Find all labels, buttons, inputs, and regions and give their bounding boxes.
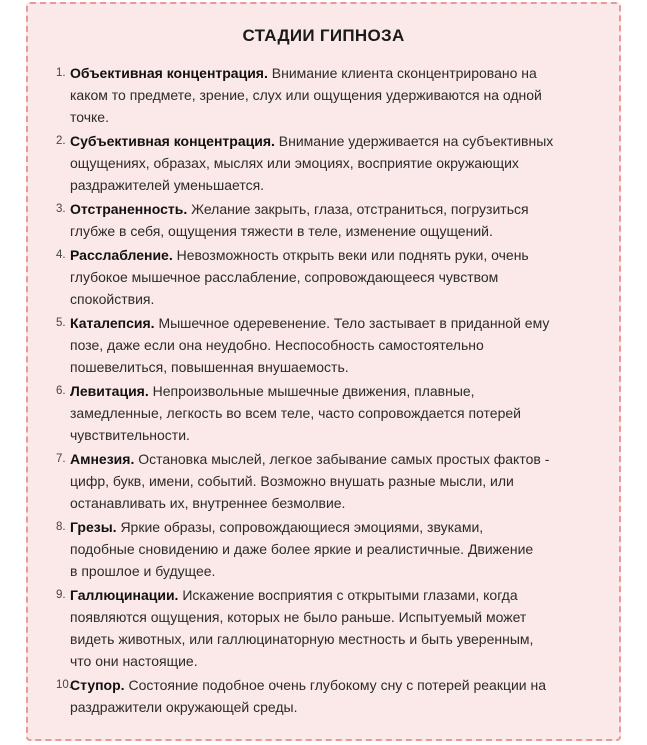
stage-number: 10. bbox=[56, 679, 72, 691]
stage-term: Амнезия. bbox=[70, 451, 135, 467]
stage-description-line: точке. bbox=[70, 109, 109, 125]
stage-description-line: каком то предмете, зрение, слух или ощущения удерживаются на одной bbox=[70, 87, 542, 103]
stage-number: 6. bbox=[56, 385, 66, 397]
stage-term: Левитация. bbox=[70, 383, 149, 399]
stage-description-line: видеть животных, или галлюцинаторную местность и быть уверенным, bbox=[70, 631, 534, 647]
stage-description-line: Внимание удерживается на субъективных bbox=[278, 133, 554, 149]
stage-term: Объективная концентрация. bbox=[70, 65, 268, 81]
stage-number: 2. bbox=[56, 135, 66, 147]
stage-description-line: Мышечное одеревенение. Тело застывает в приданной ему bbox=[158, 315, 550, 331]
stage-description-line: Невозможность открыть веки или поднять руки, очень bbox=[176, 247, 529, 263]
stage-description-line: раздражители окружающей среды. bbox=[70, 699, 298, 715]
stage-description-line: чувствительности. bbox=[70, 427, 190, 443]
stage-term: Галлюцинации. bbox=[70, 587, 179, 603]
card-title: СТАДИИ ГИПНОЗА bbox=[242, 26, 405, 45]
stage-description-line: Желание закрыть, глаза, отстраниться, погрузиться bbox=[191, 201, 529, 217]
stage-term: Отстраненность. bbox=[70, 201, 188, 217]
stage-number: 5. bbox=[56, 317, 66, 329]
stage-description-line: ощущениях, образах, мыслях или эмоциях, восприятие окружающих bbox=[70, 155, 519, 171]
stages-list bbox=[56, 62, 618, 720]
stage-term: Ступор. bbox=[70, 677, 125, 693]
stage-description-line: спокойствия. bbox=[70, 291, 155, 307]
stage-description-line: в прошлое и будущее. bbox=[70, 563, 216, 579]
stage-term: Субъективная концентрация. bbox=[70, 133, 275, 149]
stage-description-line: пошевелиться, повышенная внушаемость. bbox=[70, 359, 349, 375]
stage-item bbox=[56, 516, 618, 582]
stage-term: Каталепсия. bbox=[70, 315, 155, 331]
stage-description-line: раздражителей уменьшается. bbox=[70, 177, 265, 193]
stage-item bbox=[56, 130, 618, 196]
stage-description-line: останавливать их, внутреннее безмолвие. bbox=[70, 495, 346, 511]
stage-number: 7. bbox=[56, 453, 66, 465]
stage-description-line: глубокое мышечное расслабление, сопровождающееся чувством bbox=[70, 269, 499, 285]
stage-item bbox=[56, 448, 618, 514]
stage-number: 1. bbox=[56, 67, 66, 79]
stage-term: Грезы. bbox=[70, 519, 117, 535]
stage-description-line: что они настоящие. bbox=[70, 653, 198, 669]
stage-description-line: Внимание клиента сконцентрировано на bbox=[271, 65, 537, 81]
stage-item bbox=[56, 380, 618, 446]
hypnosis-stages-card bbox=[26, 2, 621, 741]
stage-item bbox=[56, 312, 618, 378]
stage-description-line: цифр, букв, имени, событий. Возможно внушать разные мысли, или bbox=[70, 473, 514, 489]
stage-item bbox=[56, 674, 618, 718]
stage-description-line: Остановка мыслей, легкое забывание самых простых фактов - bbox=[138, 451, 550, 467]
stage-description-line: появляются ощущения, которых не было раньше. Испытуемый может bbox=[70, 609, 527, 625]
stage-description-line: глубже в себя, ощущения тяжести в теле, изменение ощущений. bbox=[70, 223, 493, 239]
stage-description-line: позе, даже если она неудобно. Неспособность самостоятельно bbox=[70, 337, 484, 353]
stage-number: 8. bbox=[56, 521, 66, 533]
stage-item bbox=[56, 584, 618, 672]
stage-description-line: подобные сновидению и даже более яркие и реалистичные. Движение bbox=[70, 541, 534, 557]
stage-description-line: Яркие образы, сопровождающиеся эмоциями, звуками, bbox=[120, 519, 484, 535]
stage-number: 4. bbox=[56, 249, 66, 261]
stage-description-line: Состояние подобное очень глубокому сну с потерей реакции на bbox=[128, 677, 547, 693]
stage-description-line: замедленные, легкость во всем теле, часто сопровождается потерей bbox=[70, 405, 521, 421]
stage-term: Расслабление. bbox=[70, 247, 173, 263]
stage-number: 3. bbox=[56, 203, 66, 215]
stage-description-line: Искажение восприятия с открытыми глазами, когда bbox=[182, 587, 518, 603]
stage-item bbox=[56, 198, 618, 242]
stage-number: 9. bbox=[56, 589, 66, 601]
stage-description-line: Непроизвольные мышечные движения, плавные, bbox=[152, 383, 475, 399]
stage-item bbox=[56, 62, 618, 128]
stage-item bbox=[56, 244, 618, 310]
